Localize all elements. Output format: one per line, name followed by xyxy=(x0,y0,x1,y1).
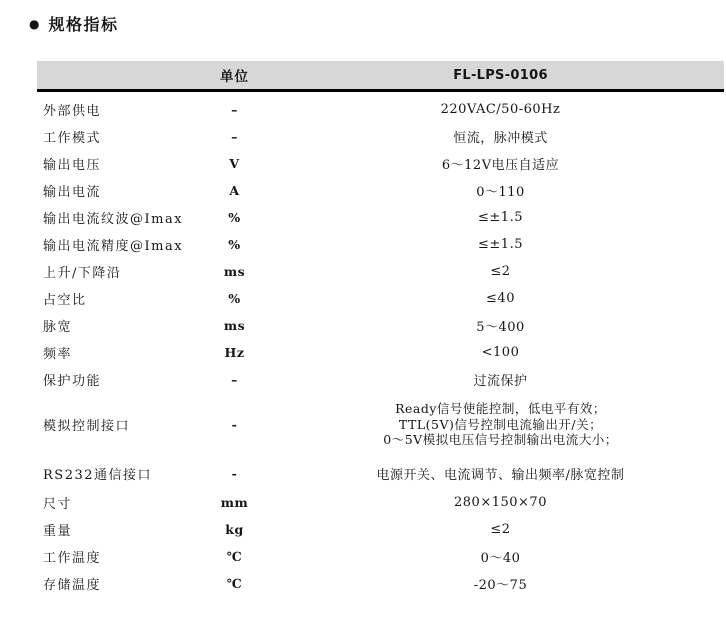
col-header-model: FL-LPS-0106 xyxy=(453,67,548,83)
row-parameter: 模拟控制接口 xyxy=(43,418,131,434)
row-unit: % xyxy=(228,210,241,225)
row-value: -20～75 xyxy=(473,577,528,593)
row-unit: – xyxy=(231,102,238,117)
table-body xyxy=(37,92,724,597)
row-parameter: 工作模式 xyxy=(43,131,102,146)
row-unit: ms xyxy=(223,264,246,279)
row-value: 5～400 xyxy=(476,320,525,335)
row-value: ≤40 xyxy=(486,291,515,306)
table-row xyxy=(37,231,724,258)
row-unit: ℃ xyxy=(226,548,243,564)
bullet-icon: ● xyxy=(29,16,40,31)
row-parameter: 输出电流纹波@Imax xyxy=(43,212,184,227)
row-parameter: 占空比 xyxy=(43,293,87,308)
row-parameter: 外部供电 xyxy=(43,104,102,119)
row-unit: mm xyxy=(220,494,249,510)
row-parameter: 存储温度 xyxy=(43,577,102,593)
row-parameter: RS232通信接口 xyxy=(43,467,153,483)
row-parameter: 输出电流精度@Imax xyxy=(43,239,184,254)
spec-table xyxy=(37,61,724,597)
table-row xyxy=(37,516,724,543)
row-parameter: 频率 xyxy=(43,347,73,362)
table-row xyxy=(37,339,724,366)
row-parameter: 上升/下降沿 xyxy=(43,266,122,281)
row-parameter: 工作温度 xyxy=(43,550,102,566)
row-unit: kg xyxy=(225,521,244,537)
row-value: 6～12V电压自适应 xyxy=(441,158,560,173)
row-value: ≤2 xyxy=(490,521,511,537)
row-value: 电源开关、电流调节、输出频率/脉宽控制 xyxy=(376,467,625,483)
row-unit: % xyxy=(228,237,241,252)
table-row xyxy=(37,393,724,458)
table-row xyxy=(37,570,724,597)
table-row xyxy=(37,258,724,285)
section-title xyxy=(29,12,119,35)
row-value-line: Ready信号使能控制，低电平有效； xyxy=(395,401,606,416)
row-unit: ms xyxy=(223,318,246,333)
row-unit: V xyxy=(229,156,240,171)
row-value: 220VAC/50-60Hz xyxy=(440,102,561,117)
row-parameter: 输出电压 xyxy=(43,158,102,173)
row-unit: Hz xyxy=(224,345,245,360)
table-row xyxy=(37,204,724,231)
row-value: ≤±1.5 xyxy=(478,210,523,225)
table-header-row xyxy=(37,61,724,92)
row-parameter: 重量 xyxy=(43,523,73,539)
row-unit: - xyxy=(231,416,238,432)
row-value: 0～110 xyxy=(476,185,525,200)
col-header-unit: 单位 xyxy=(220,69,249,85)
row-parameter: 保护功能 xyxy=(43,374,102,389)
row-value-line: 0～5V模拟电压信号控制输出电流大小； xyxy=(383,432,618,447)
row-parameter: 尺寸 xyxy=(43,496,73,512)
table-row xyxy=(37,312,724,339)
table-row xyxy=(37,123,724,150)
row-value: 过流保护 xyxy=(473,374,528,389)
row-unit: ℃ xyxy=(226,575,243,591)
row-value xyxy=(277,401,724,448)
row-value-line: TTL(5V)信号控制电流输出开/关； xyxy=(398,416,603,432)
table-row xyxy=(37,177,724,204)
row-unit: – xyxy=(231,129,238,144)
row-unit: - xyxy=(231,465,238,481)
row-parameter: 脉宽 xyxy=(43,320,73,335)
table-row xyxy=(37,150,724,177)
row-value: <100 xyxy=(481,345,520,360)
row-value: ≤±1.5 xyxy=(478,237,523,252)
row-value: 恒流，脉冲模式 xyxy=(453,131,548,146)
table-row xyxy=(37,285,724,312)
table-row xyxy=(37,489,724,516)
table-row xyxy=(37,458,724,489)
table-row xyxy=(37,366,724,393)
row-unit: A xyxy=(229,183,240,198)
table-row xyxy=(37,543,724,570)
row-value: 280×150×70 xyxy=(454,494,547,510)
table-row xyxy=(37,96,724,123)
row-parameter: 输出电流 xyxy=(43,185,102,200)
row-value: ≤2 xyxy=(490,264,511,279)
row-unit: – xyxy=(231,372,238,387)
row-value: 0～40 xyxy=(480,550,521,566)
row-unit: % xyxy=(228,291,241,306)
page-title: 规格指标 xyxy=(48,15,119,34)
